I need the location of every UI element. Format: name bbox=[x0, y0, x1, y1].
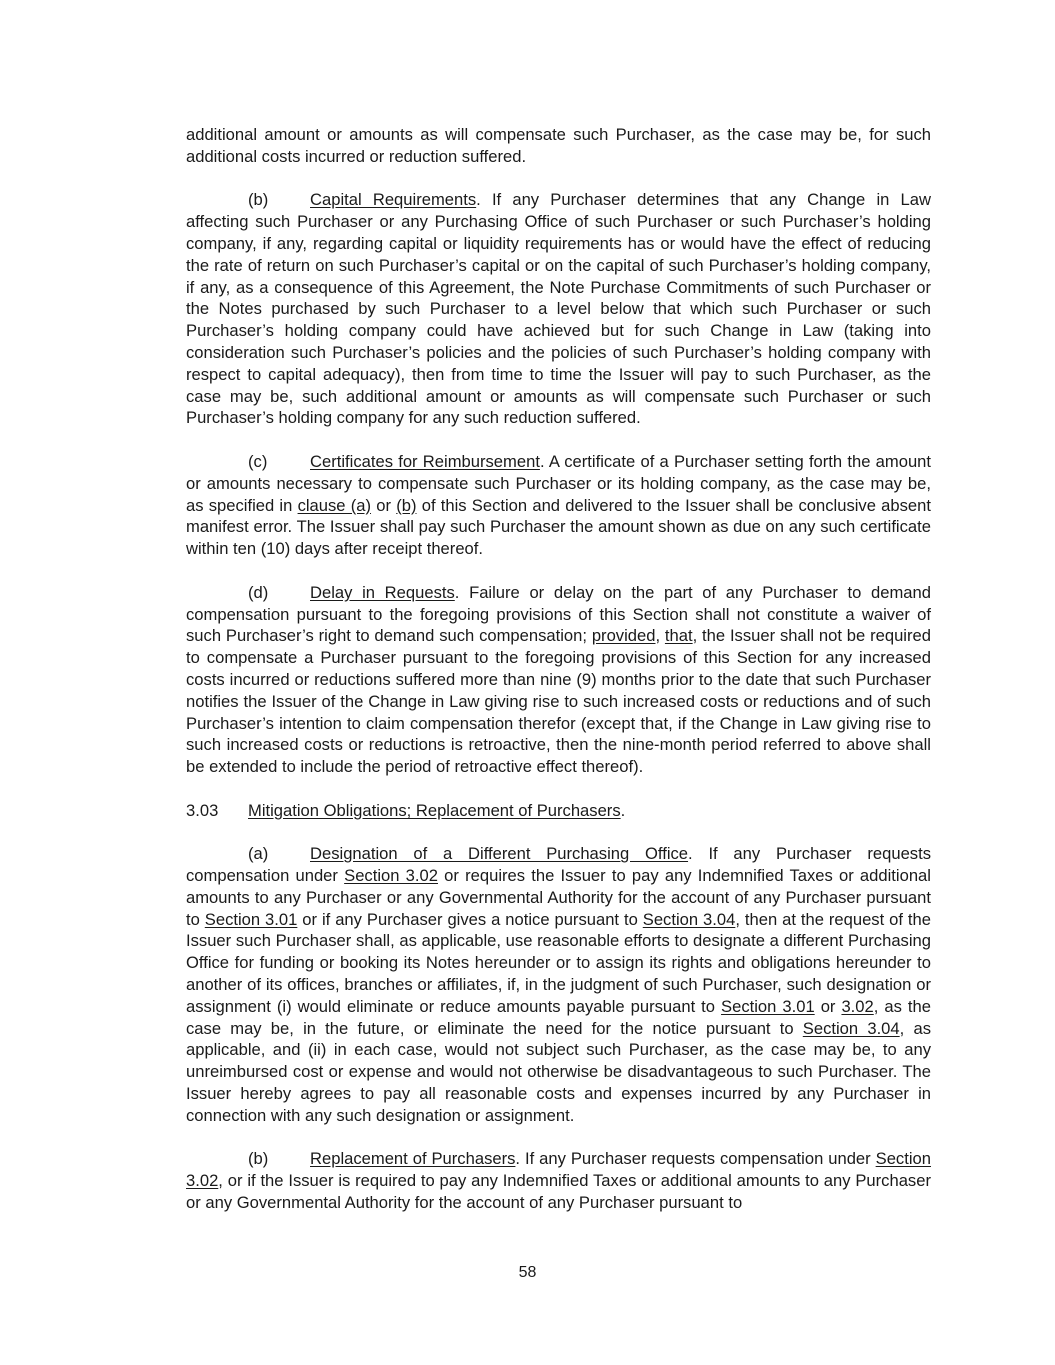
clause-heading: Delay in Requests bbox=[310, 582, 455, 602]
document-page bbox=[186, 124, 931, 1236]
section-reference: Section 3.04 bbox=[802, 1018, 900, 1038]
section-reference: Section 3.01 bbox=[721, 996, 815, 1016]
section-reference: Section 3.02 bbox=[344, 866, 438, 886]
clause-label: (a) bbox=[248, 844, 269, 864]
clause-label: (b) bbox=[248, 190, 269, 210]
proviso-term: provided bbox=[591, 626, 656, 646]
paragraph-b-capital-requirements: (b) Capital Requirements. If any Purchaser determines that any Change in Law affecting such Purchaser or any Purchasing Office of such Purchaser or such Purchaser’s holding company, if any, regarding capital or liquidity requirements has or would have the effect of reducing the rate of return on such Purchaser’s capital or on the capital of such Purchaser’s holding company, if any, as a consequence of this Agreement, the Note Purchase Commitments of such Purchaser or the Notes purchased by such Purchaser to a level below that which such Purchaser or such Purchaser’s holding company could have achieved but for such Change in Law (taking into consideration such Purchaser’s policies and the policies of such Purchaser’s holding company with respect to capital adequacy), then from time to time the Issuer will pay to such Purchaser, as the case may be, such additional amount or amounts as will compensate such Purchaser or such Purchaser’s holding company for any such reduction suffered. bbox=[186, 190, 931, 428]
paragraph-d-delay: (d) Delay in Requests. Failure or delay on the part of any Purchaser to demand compensation pursuant to the foregoing provisions of this Section shall not constitute a waiver of such Purchaser’s right to demand such compensation; provided, that, the Issuer shall not be required to compensate a Purchaser pursuant to the foregoing provisions of this Section for any increased costs incurred or reductions suffered more than nine (9) months prior to the date that such Purchaser notifies the Issuer of the Change in Law giving rise to such increased costs or reductions and of such Purchaser’s intention to claim compensation therefor (except that, if the Change in Law giving rise to such increased costs or reductions is retroactive, then the nine-month period referred to above shall be extended to include the period of retroactive effect thereof). bbox=[186, 582, 931, 777]
paragraph-continuation: additional amount or amounts as will compensate such Purchaser, as the case may be, for such additional costs incurred or reduction suffered. bbox=[186, 125, 931, 166]
clause-label: (b) bbox=[248, 1149, 269, 1169]
clause-reference: clause (a) bbox=[297, 495, 372, 515]
clause-reference: (b) bbox=[396, 495, 417, 515]
proviso-term: that bbox=[664, 626, 693, 646]
section-reference: Section 3.01 bbox=[204, 909, 298, 929]
clause-body: the Issuer shall not be required to compensate a Purchaser pursuant to the foregoing provisions of this Section for any increased costs incurred or reductions suffered more than nine (9) months prior to the date that such Purchaser notifies the Issuer of the Change in Law giving rise to such increased costs or reductions and of such Purchaser’s intention to claim compensation therefor (except that, if the Change in Law giving rise to such increased costs or reductions is retroactive, then the nine-month period referred to above shall be extended to include the period of retroactive effect thereof). bbox=[186, 626, 931, 777]
clause-label: (d) bbox=[248, 582, 269, 602]
clause-body: A certificate of a Purchaser setting forth the amount or amounts necessary to compensate such Purchaser or its holding company, as the case may be, as specified in bbox=[186, 451, 932, 515]
clause-heading: Designation of a Different Purchasing Office bbox=[310, 844, 689, 864]
clause-body: of this Section and delivered to the Issuer shall be conclusive absent manifest error. The Issuer shall pay such Purchaser the amount shown as due on any such certificate within ten (10) days after receipt thereof. bbox=[186, 495, 931, 559]
section-reference: 3.02 bbox=[841, 996, 874, 1016]
section-reference: Section 3.02 bbox=[186, 1149, 931, 1191]
clause-heading: Capital Requirements bbox=[310, 190, 477, 210]
section-reference: Section 3.04 bbox=[642, 909, 736, 929]
clause-label: (c) bbox=[248, 451, 268, 471]
paragraph-a-designation: (a) Designation of a Different Purchasing Office. If any Purchaser requests compensation under Section 3.02 or requires the Issuer to pay any Indemnified Taxes or additional amounts to any Purchaser or any Governmental Authority for the account of any Purchaser pursuant to Section 3.01 or if any Purchaser gives a notice pursuant to Section 3.04, then at the request of the Issuer such Purchaser shall, as applicable, use reasonable efforts to designate a different Purchasing Office for funding or booking its Notes hereunder or to assign its rights and obligations hereunder to another of its offices, branches or affiliates, if, in the judgment of such Purchaser, such designation or assignment (i) would eliminate or reduce amounts payable pursuant to Section 3.01 or 3.02, as the case may be, in the future, or eliminate the need for the notice pursuant to Section 3.04, as applicable, and (ii) in each case, would not subject such Purchaser, as the case may be, to any unreimbursed cost or expense and would not otherwise be disadvantageous to such Purchaser. The Issuer hereby agrees to pay all reasonable costs and expenses incurred by any Purchaser in connection with any such designation or assignment. bbox=[186, 844, 931, 1125]
clause-heading: Certificates for Reimbursement bbox=[310, 451, 540, 471]
clause-body: If any Purchaser determines that any Change in Law affecting such Purchaser or any Purchasing Office of such Purchaser or such Purchaser’s holding company, if any, regarding capital or liquidity requirements has or would have the effect of reducing the rate of return on such Purchaser’s capital or on the capital of such Purchaser’s holding company, if any, as a consequence of this Agreement, the Note Purchase Commitments of such Purchaser or the Notes purchased by such Purchaser to a level below that which such Purchaser or such Purchaser’s holding company could have achieved but for such Change in Law (taking into consideration such Purchaser’s policies and the policies of such Purchaser’s holding company with respect to capital adequacy), then from time to time the Issuer will pay to such Purchaser, as the case may be, such additional amount or amounts as will compensate such Purchaser or such Purchaser’s holding company for any such reduction suffered. bbox=[186, 190, 931, 428]
page-number: 58 bbox=[518, 1264, 537, 1281]
section-title: Mitigation Obligations; Replacement of Purchasers bbox=[248, 800, 621, 820]
paragraph-c-certificates: (c) Certificates for Reimbursement. A certificate of a Purchaser setting forth the amount or amounts necessary to compensate such Purchaser or its holding company, as the case may be, as specified in clause (a) or (b) of this Section and delivered to the Issuer shall be conclusive absent manifest error. The Issuer shall pay such Purchaser the amount shown as due on any such certificate within ten (10) days after receipt thereof. bbox=[186, 451, 932, 559]
section-heading-3-03: 3.03 Mitigation Obligations; Replacement of Purchasers. bbox=[186, 800, 626, 820]
section-number: 3.03 bbox=[186, 800, 219, 820]
clause-body: Failure or delay on the part of any Purchaser to demand compensation pursuant to the foregoing provisions of this Section shall not constitute a waiver of such Purchaser’s right to demand such compensation; bbox=[186, 582, 931, 646]
clause-heading: Replacement of Purchasers bbox=[310, 1149, 516, 1169]
paragraph-b-replacement: (b) Replacement of Purchasers. If any Purchaser requests compensation under Section 3.02, or if the Issuer is required to pay any Indemnified Taxes or additional amounts to any Purchaser or any Governmental Authority for the account of any Purchaser pursuant to bbox=[186, 1149, 931, 1213]
